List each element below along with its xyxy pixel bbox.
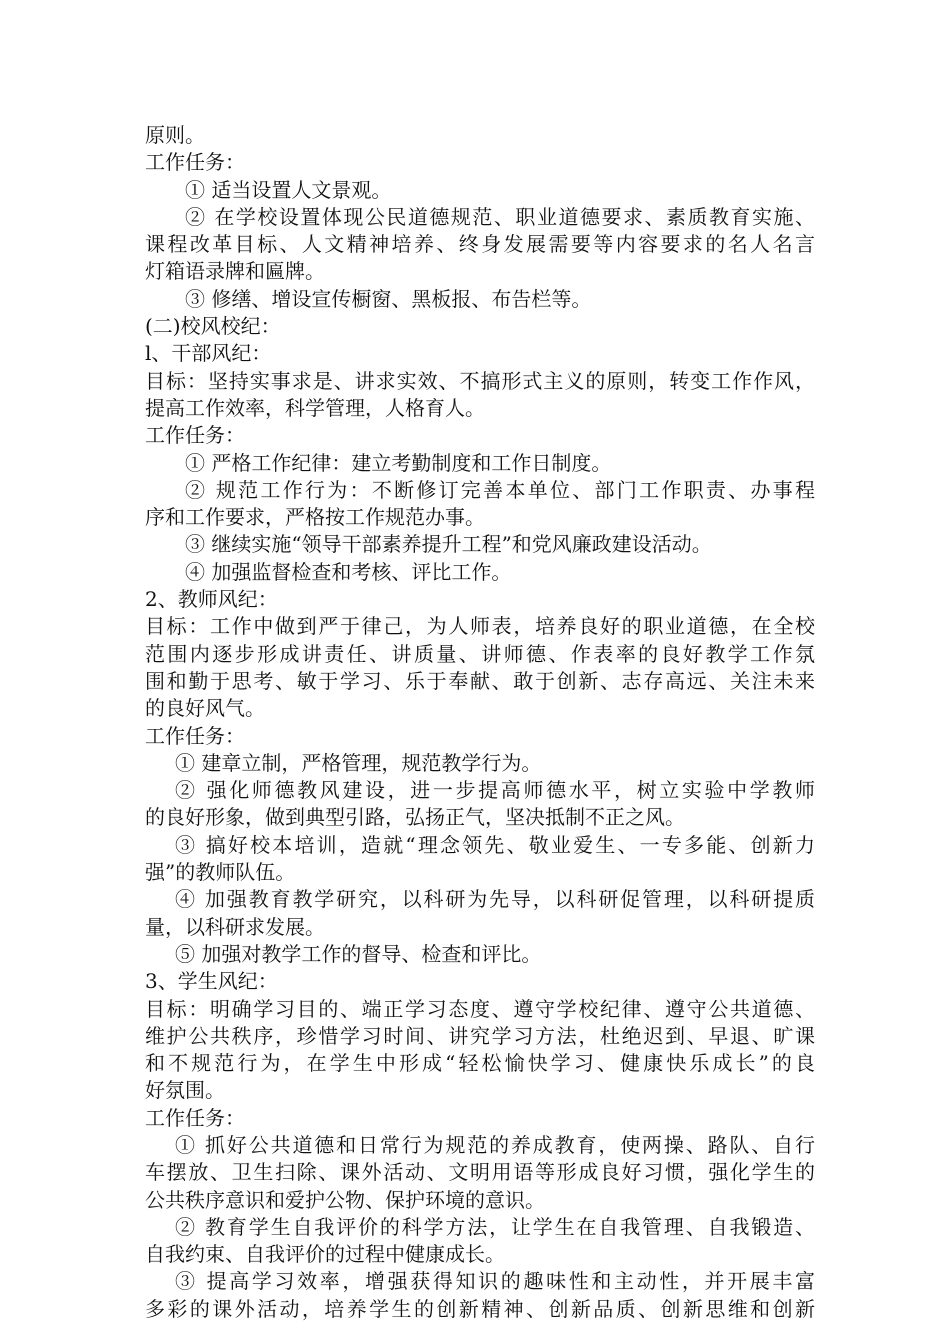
text-line: 原则。 bbox=[145, 123, 205, 147]
text-line: 范围内逐步形成讲责任、讲质量、讲师德、作表率的良好教学工作氛 bbox=[145, 641, 815, 666]
text-line: 多彩的课外活动，培养学生的创新精神、创新品质、创新思维和创新 bbox=[145, 1296, 815, 1321]
text-line: ④ 加强教育教学研究，以科研为先导，以科研促管理，以科研提质 bbox=[175, 887, 815, 912]
text-line: ① 抓好公共道德和日常行为规范的养成教育，使两操、路队、自行 bbox=[175, 1132, 815, 1157]
text-line: ③ 修缮、增设宣传橱窗、黑板报、布告栏等。 bbox=[185, 286, 592, 311]
text-line: 自我约束、自我评价的过程中健康成长。 bbox=[145, 1242, 505, 1267]
text-line: ④ 加强监督检查和考核、评比工作。 bbox=[185, 559, 512, 584]
document-page bbox=[145, 122, 815, 1323]
text-line: 公共秩序意识和爱护公物、保护环境的意识。 bbox=[145, 1187, 545, 1212]
text-line: ② 在学校设置体现公民道德规范、职业道德要求、素质教育实施、 bbox=[185, 204, 815, 229]
text-line: 工作任务： bbox=[145, 1105, 245, 1130]
text-line: 强”的教师队伍。 bbox=[145, 860, 296, 885]
text-line: 2、教师风纪： bbox=[145, 587, 278, 612]
text-line: 围和勤于思考、敏于学习、乐于奉献、敢于创新、志存高远、关注未来 bbox=[145, 668, 815, 693]
text-line: 工作任务： bbox=[145, 723, 245, 748]
text-line: 灯箱语录牌和匾牌。 bbox=[145, 259, 325, 284]
text-line: 和不规范行为，在学生中形成“轻松愉快学习、健康快乐成长”的良 bbox=[145, 1051, 815, 1076]
text-line: ③ 提高学习效率，增强获得知识的趣味性和主动性，并开展丰富 bbox=[175, 1269, 815, 1294]
text-line: 3、学生风纪： bbox=[145, 969, 278, 994]
text-line: 提高工作效率，科学管理，人格育人。 bbox=[145, 395, 485, 420]
text-line: ② 规范工作行为：不断修订完善本单位、部门工作职责、办事程 bbox=[185, 477, 815, 502]
text-line: 好氛围。 bbox=[145, 1078, 225, 1103]
text-line: 的良好风气。 bbox=[145, 696, 265, 721]
text-line: ① 严格工作纪律：建立考勤制度和工作日制度。 bbox=[185, 450, 612, 475]
text-line: 目标：明确学习目的、端正学习态度、遵守学校纪律、遵守公共道德、 bbox=[145, 996, 815, 1021]
text-line: 目标：坚持实事求是、讲求实效、不搞形式主义的原则，转变工作作风， bbox=[145, 368, 815, 393]
text-line: ② 教育学生自我评价的科学方法，让学生在自我管理、自我锻造、 bbox=[175, 1214, 815, 1239]
text-line: 工作任务： bbox=[145, 150, 245, 175]
text-line: 车摆放、卫生扫除、课外活动、文明用语等形成良好习惯，强化学生的 bbox=[145, 1160, 815, 1185]
text-line: 课程改革目标、人文精神培养、终身发展需要等内容要求的名人名言 bbox=[145, 232, 815, 257]
text-line: ② 强化师德教风建设，进一步提高师德水平，树立实验中学教师 bbox=[175, 778, 815, 803]
text-line: 的良好形象，做到典型引路，弘扬正气，坚决抵制不正之风。 bbox=[145, 805, 685, 830]
text-line: ③ 继续实施“领导干部素养提升工程”和党风廉政建设活动。 bbox=[185, 532, 712, 557]
text-line: 维护公共秩序，珍惜学习时间、讲究学习方法，杜绝迟到、早退、旷课 bbox=[145, 1023, 815, 1048]
text-line: ③ 搞好校本培训，造就“理念领先、敬业爱生、一专多能、创新力 bbox=[175, 832, 815, 857]
text-line: ① 适当设置人文景观。 bbox=[185, 177, 392, 202]
text-line: ⑤ 加强对教学工作的督导、检查和评比。 bbox=[175, 941, 542, 966]
text-line: 序和工作要求，严格按工作规范办事。 bbox=[145, 505, 485, 530]
text-line: 量，以科研求发展。 bbox=[145, 914, 325, 939]
text-line: l、干部风纪： bbox=[145, 341, 272, 366]
text-line: 目标：工作中做到严于律己，为人师表，培养良好的职业道德，在全校 bbox=[145, 614, 815, 639]
text-line: 工作任务： bbox=[145, 423, 245, 448]
text-line: (二)校风校纪： bbox=[145, 314, 281, 339]
text-line: ① 建章立制，严格管理，规范教学行为。 bbox=[175, 750, 542, 775]
